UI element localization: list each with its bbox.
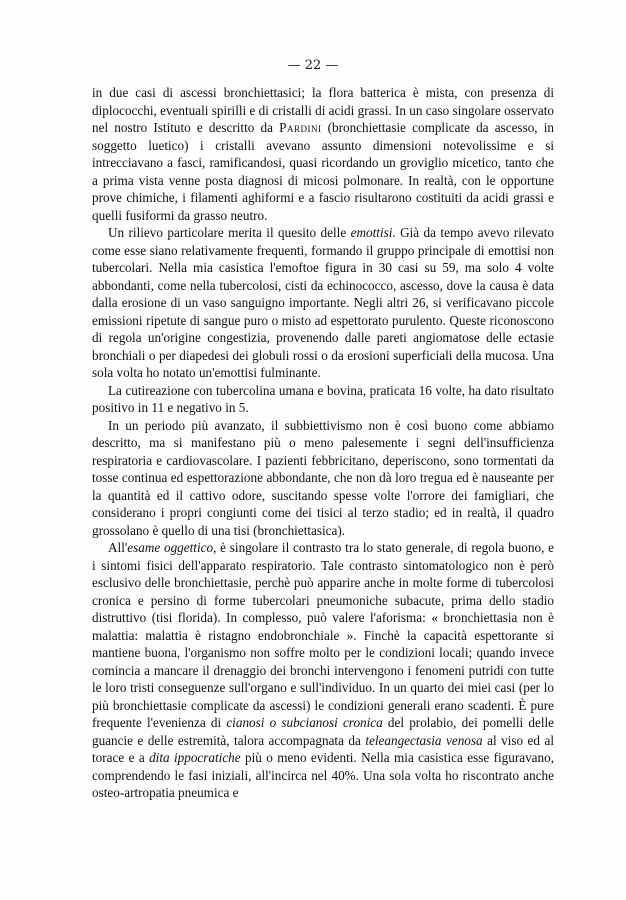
text-run: All' [108,540,128,555]
italic-term-dita-ippocratiche: dita ippocratiche [149,750,241,765]
italic-term-cianosi: cianosi o subcianosi cronica [226,715,383,730]
text-run: al viso ed al torace e a [92,732,555,765]
paragraph-1 [92,84,554,224]
text-run: La cutireazione con tubercolina umana e bovina, praticata 16 volte, ha dato risultato positivo in 11 e negativo in 5. [92,382,554,415]
italic-term-emottisi: emottisi [350,225,393,240]
paragraph-4 [92,417,554,540]
paragraph-2 [92,224,554,382]
text-run: in due casi di ascessi bronchiettasici; la flora batterica è mista, con presenza di diplococchi, eventuali spirilli e di cristalli di acidi grassi. In un caso singolare osservato nel nostro Istituto e descritto da [92,85,554,135]
text-run: (bronchiettasie complicate da ascesso, in soggetto luetico) i cristalli avevano assunto dimensioni notevolissime e si intrecciavano a fasci, ramificandosi, quasi ricordando un groviglio micetico, tanto che a prima vista venne posta diagnosi di micosi polmonare. In realtà, con le opportune prove chimiche, i filamenti aghiformi e a fascio risultarono costituiti da acidi grassi e quelli fusiformi da grasso neutro. [92,120,555,223]
body-text [92,84,554,802]
text-run: del prolabio, dei pomelli delle guancie e delle estremità, talora accompagnata da [92,715,554,748]
text-run: . Già da tempo avevo rilevato come esse siano relativamente frequenti, formando il gruppo principale di emottisi non tubercolari. Nella mia casistica l'emoftoe figura in 30 casi su 59, ma solo 4 volte abbondanti, come nella tubercolosi, cisti da echinococco, ascesso, dove la causa è data dalla erosione di un vaso sanguigno importante. Negli altri 26, si verificavano piccole emissioni ripetute di sangue puro o misto ad espettorato purulento. Queste riconoscono di regola un'origine congestizia, provenendo dalle pareti angiomatose delle ectasie bronchiali o per diapedesi dei globuli rossi o da erosioni superficiali della mucosa. Una sola volta ho notato un'emottisi fulminante. [92,225,554,380]
paragraph-5 [92,539,554,802]
italic-term-teleangectasia: teleangectasia venosa [365,732,483,748]
page-number: — 22 — [287,58,339,73]
author-name-pardini: Pardini [279,120,322,135]
text-run: In un periodo più avanzato, il subbiettivismo non è così buono come abbiamo descritto, ma si manifestano più o meno palesemente i segni dell'insufficienza respiratoria e cardiovascolare. I pazienti febbricitano, deperiscono, sono tormentati da tosse continua ed espettorazione abbondante, che non dà loro tregua ed è nauseante per la quantità ed il cattivo odore, suscitando spesse volte l'orrore dei famigliari, che considerano i propri congiunti come dei tisici al terzo stadio; ed in realtà, il quadro grossolano è quello di una tisi (bronchiettasica). [92,417,554,538]
text-run: Un rilievo particolare merita il quesito delle [108,225,351,240]
italic-term-esame-oggettico: esame oggettico [127,540,214,555]
paragraph-3 [92,382,554,417]
text-run: più o meno evidenti. Nella mia casistica esse figuravano, comprendendo le fasi iniziali, all'incirca nel 40%. Una sola volta ho riscontrato anche osteo-artropatia pneumica e [92,750,555,800]
text-run: , è singolare il contrasto tra lo stato generale, di regola buono, e i sintomi fisici dell'apparato respiratorio. Tale contrasto sintomatologico non è però esclusivo delle bronchiettasie, perchè può apparire anche in molte forme di tubercolosi cronica e persino di forme tubercolari pneumoniche subacute, prima dello stadio distruttivo (tisi florida). In complesso, può valere l'aforisma: « bronchiettasia non è malattia: malattia è ristagno endobronchiale ». Finchè la capacità espettorante si mantiene buona, l'organismo non soffre molto per le condizioni locali; quando invece comincia a mancare il drenaggio dei bronchi intervengono i fenomeni putridi con tutte le loro tristi conseguenze sull'organo e sull'individuo. In un quarto dei miei casi (per lo più bronchiettasie complicate da ascessi) le condizioni generali erano scadenti. È pure frequente l'evenienza di [92,540,555,730]
